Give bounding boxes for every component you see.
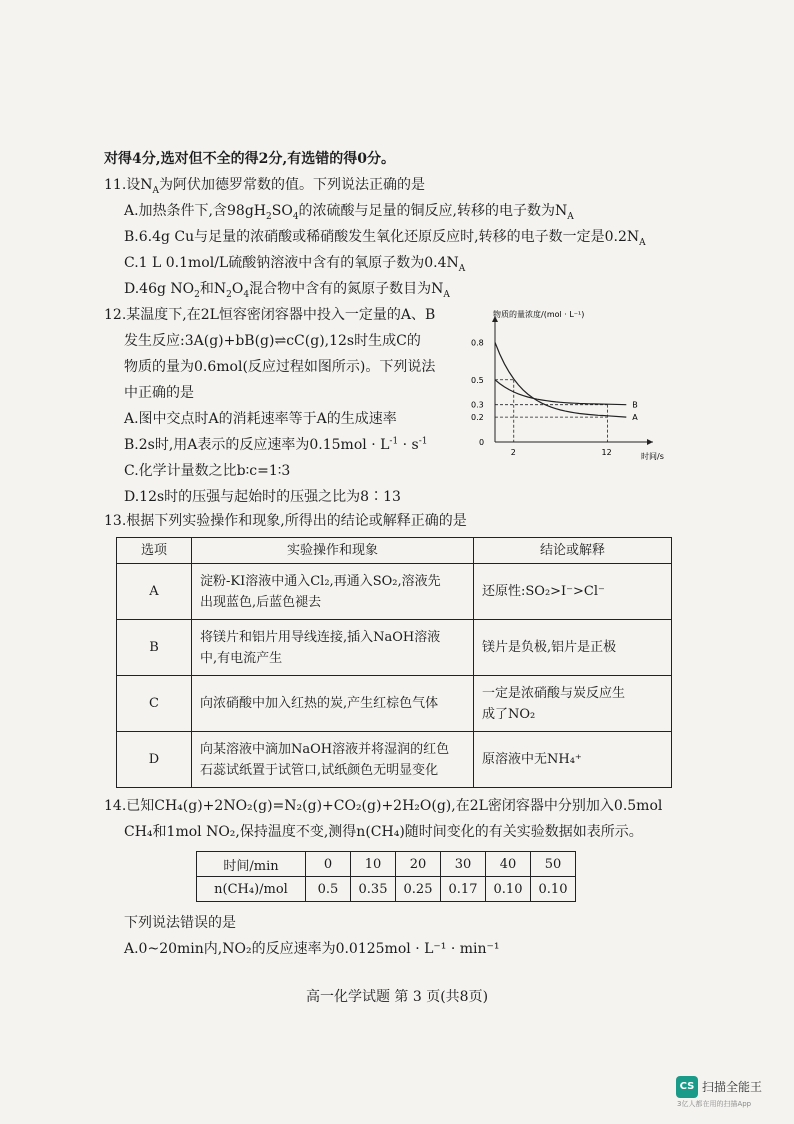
x-axis-title: 时间/s — [641, 452, 664, 461]
scanner-logo-icon: CS — [676, 1076, 698, 1098]
q12-option-a: A.图中交点时A的消耗速率等于A的生成速率 — [124, 411, 397, 427]
table-cell: n(CH₄)/mol — [197, 877, 306, 902]
row-conclusion: 还原性:SO₂>I⁻>Cl⁻ — [474, 564, 672, 620]
q11-option-c: C.1 L 0.1mol/L硫酸钠溶液中含有的氧原子数为$0.4N_A$ — [124, 255, 466, 274]
series-label: B — [632, 400, 638, 410]
row-conclusion: 一定是浓硝酸与炭反应生 成了NO₂ — [474, 676, 672, 732]
experiment-table — [116, 537, 672, 788]
table-cell: 0.5 — [306, 877, 351, 902]
q11-option-a: A.加热条件下,含$98gH_2SO_4$的浓硫酸与足量的铜反应,转移的电子数为$N_A$ — [124, 203, 574, 222]
header-operation: 实验操作和现象 — [192, 538, 474, 564]
row-operation: 淀粉-KI溶液中通入Cl₂,再通入SO₂,溶液先 出现蓝色,后蓝色褪去 — [192, 564, 474, 620]
y-tick-label: 0.8 — [471, 338, 484, 348]
q12-stem-line2: 发生反应:3A(g)+bB(g)⇌cC(g),12s时生成C的 — [124, 333, 421, 349]
row-option: B — [117, 620, 192, 676]
y-tick-label: 0.3 — [471, 400, 484, 410]
series-line-b — [495, 380, 626, 405]
row-conclusion: 镁片是负极,铝片是正极 — [474, 620, 672, 676]
table-cell: 10 — [351, 852, 396, 877]
table-row — [197, 852, 576, 877]
row-option: D — [117, 732, 192, 788]
table-row — [117, 620, 672, 676]
table-cell: 0.10 — [486, 877, 531, 902]
scanner-tagline: 3亿人都在用的扫描App — [677, 1100, 752, 1108]
origin-label: 0 — [479, 438, 485, 447]
x-axis-arrow — [647, 439, 653, 445]
row-option: C — [117, 676, 192, 732]
table-cell: 0.25 — [396, 877, 441, 902]
scoring-note: 对得4分,选对但不全的得2分,有选错的得0分。 — [104, 151, 395, 167]
x-tick-label: 2 — [510, 448, 516, 457]
table-row — [117, 676, 672, 732]
q12-stem-line3: 物质的量为0.6mol(反应过程如图所示)。下列说法 — [124, 359, 436, 375]
q11-option-b: B.6.4g Cu与足量的浓硝酸或稀硝酸发生氧化还原反应时,转移的电子数一定是$0.2N_A$ — [124, 229, 646, 248]
q13-stem: 13.根据下列实验操作和现象,所得出的结论或解释正确的是 — [104, 513, 467, 529]
y-tick-label: 0.2 — [471, 413, 484, 423]
q12-option-d: D.12s时的压强与起始时的压强之比为8∶13 — [124, 489, 401, 505]
table-cell: 20 — [396, 852, 441, 877]
q11-option-d: D.46g $NO_2$和$N_2O_4$混合物中含有的氮原子数目为$N_A$ — [124, 281, 450, 300]
q14-stem-line1: 14.已知CH₄(g)+2NO₂(g)=N₂(g)+CO₂(g)+2H₂O(g),在2L密闭容器中分别加入0.5mol — [104, 798, 663, 814]
y-tick-label: 0.5 — [471, 375, 484, 385]
table-cell: 50 — [531, 852, 576, 877]
table-cell: 0.35 — [351, 877, 396, 902]
table-cell: 0.17 — [441, 877, 486, 902]
table-cell: 时间/min — [197, 852, 306, 877]
table-header-row — [117, 538, 672, 564]
q14-option-a: A.0~20min内,NO₂的反应速率为0.0125mol · L⁻¹ · min⁻¹ — [124, 941, 500, 957]
series-line-a — [495, 342, 626, 417]
header-option: 选项 — [117, 538, 192, 564]
row-operation: 将镁片和铝片用导线连接,插入NaOH溶液 中,有电流产生 — [192, 620, 474, 676]
q14-prompt: 下列说法错误的是 — [124, 915, 236, 931]
header-conclusion: 结论或解释 — [474, 538, 672, 564]
table-cell: 0 — [306, 852, 351, 877]
concentration-time-chart — [455, 302, 670, 462]
table-cell: 30 — [441, 852, 486, 877]
page-footer: 高一化学试题 第 3 页(共8页) — [305, 989, 489, 1005]
y-axis-title: 物质的量浓度/(mol · L⁻¹) — [493, 310, 585, 319]
table-cell: 40 — [486, 852, 531, 877]
q12-option-b: B.2s时,用A表示的反应速率为$0.15mol \cdot L^{-1} \cdot s^{-1}$ — [124, 436, 428, 453]
q14-stem-line2: CH₄和1mol NO₂,保持温度不变,测得n(CH₄)随时间变化的有关实验数据如表所示。 — [124, 824, 643, 840]
q12-stem-line1: 12.某温度下,在2L恒容密闭容器中投入一定量的A、B — [104, 307, 436, 323]
row-operation: 向浓硝酸中加入红热的炭,产生红棕色气体 — [192, 676, 474, 732]
ch4-data-table — [196, 851, 576, 902]
q11-stem: 11.设$N_A$为阿伏加德罗常数的值。下列说法正确的是 — [104, 177, 426, 196]
q12-option-c: C.化学计量数之比b∶c=1∶3 — [124, 463, 291, 479]
row-conclusion: 原溶液中无NH₄⁺ — [474, 732, 672, 788]
table-row — [117, 564, 672, 620]
series-label: A — [632, 413, 638, 423]
table-row — [197, 877, 576, 902]
table-cell: 0.10 — [531, 877, 576, 902]
table-row — [117, 732, 672, 788]
scanner-app-name: 扫描全能王 — [702, 1080, 763, 1094]
row-operation: 向某溶液中滴加NaOH溶液并将湿润的红色 石蕊试纸置于试管口,试纸颜色无明显变化 — [192, 732, 474, 788]
x-tick-label: 12 — [601, 448, 612, 457]
row-option: A — [117, 564, 192, 620]
q12-stem-line4: 中正确的是 — [124, 385, 194, 401]
